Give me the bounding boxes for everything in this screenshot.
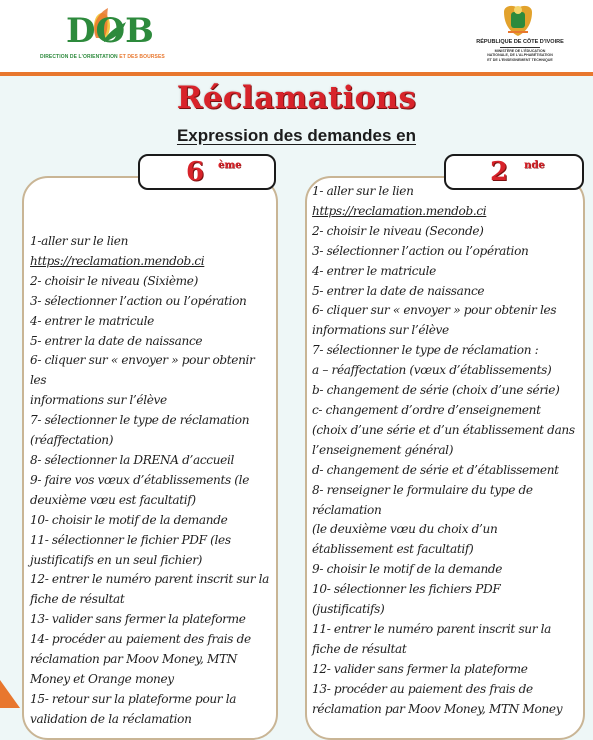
step-line: Money et Orange money — [30, 671, 174, 686]
sixieme-steps — [30, 232, 274, 730]
step-line: (justificatifs) — [312, 602, 385, 617]
seconde-steps — [312, 182, 586, 719]
sixieme-badge — [138, 154, 276, 190]
step-line: 3- sélectionner l’action ou l’opération — [30, 293, 247, 308]
step-line: 6- cliquer sur « envoyer » pour obtenir les — [30, 353, 255, 388]
step-line: 5- entrer la date de naissance — [312, 283, 485, 298]
step-line: 11- sélectionner le fichier PDF (les — [30, 532, 231, 547]
step-line: 4- entrer le matricule — [30, 313, 154, 328]
dob-logo — [40, 4, 180, 66]
step-line: l’enseignement général) — [312, 442, 454, 457]
step-line: 2- choisir le niveau (Sixième) — [30, 273, 198, 288]
step-line: 1- aller sur le lien — [312, 184, 414, 198]
step-line: 8- sélectionner la DRENA d’accueil — [30, 452, 234, 467]
reclamation-link[interactable]: https://reclamation.mendob.ci — [30, 253, 205, 268]
step-line: 12- entrer le numéro parent inscrit sur la — [30, 572, 270, 587]
logo-caption: DIRECTION DE L'ORIENTATION ET DES BOURSES — [40, 54, 165, 60]
step-line: (choix d’une série et d’un établissement dans — [312, 422, 575, 437]
step-line: (réaffectation) — [30, 433, 114, 448]
step-line: 8- renseigner le formulaire du type de — [312, 482, 533, 497]
step-line: 10- choisir le motif de la demande — [30, 512, 228, 527]
step-line: validation de la réclamation — [30, 711, 192, 726]
republic-logo — [470, 2, 570, 68]
step-line: 12- valider sans fermer la plateforme — [312, 661, 528, 676]
step-line: établissement est facultatif) — [312, 542, 474, 557]
step-line: 1-aller sur le lien — [30, 234, 129, 248]
step-line: 7- sélectionner le type de réclamation : — [312, 343, 539, 358]
step-line: 11- entrer le numéro parent inscrit sur la — [312, 621, 552, 636]
step-line: d- changement de série et d’établissement — [312, 462, 559, 477]
step-line: informations sur l’élève — [30, 393, 167, 408]
step-line: réclamation — [312, 502, 382, 517]
step-line: justificatifs en un seul fichier) — [30, 552, 203, 567]
step-line: a – réaffectation (vœux d’établissements) — [312, 363, 552, 378]
step-line: 14- procéder au paiement des frais de — [30, 632, 251, 647]
step-line: 10- sélectionner les fichiers PDF — [312, 582, 501, 597]
republic-divider — [500, 47, 540, 48]
step-line: 2- choisir le niveau (Seconde) — [312, 223, 484, 238]
coat-of-arms-icon — [500, 2, 536, 38]
logo-wordmark: DOB — [66, 11, 154, 50]
step-line: c- changement d’ordre d’enseignement — [312, 402, 541, 417]
step-line: (le deuxième vœu du choix d’un — [312, 522, 498, 537]
seconde-grade: 2 — [490, 157, 509, 187]
step-line: 6- cliquer sur « envoyer » pour obtenir les — [312, 303, 557, 318]
step-line: 7- sélectionner le type de réclamation — [30, 413, 250, 428]
step-line: réclamation par Moov Money, MTN Money — [312, 701, 563, 716]
sixieme-grade-sup: ème — [218, 160, 242, 171]
step-line: 3- sélectionner l’action ou l’opération — [312, 243, 529, 258]
step-line: 9- choisir le motif de la demande — [312, 562, 503, 577]
step-line: 13- procéder au paiement des frais de — [312, 681, 533, 696]
step-line: fiche de résultat — [312, 641, 407, 656]
header — [0, 0, 593, 72]
step-line: réclamation par Moov Money, MTN — [30, 652, 238, 667]
corner-accent — [0, 680, 20, 708]
seconde-grade-sup: nde — [524, 160, 545, 171]
header-accent-bar — [0, 72, 593, 76]
ministry-name: MINISTÈRE DE L'ÉDUCATION NATIONALE, DE L'ALPHABÉTISATION ET DE L'ENSEIGNEMENT TECHNIQUE — [487, 49, 553, 62]
step-line: 13- valider sans fermer la plateforme — [30, 612, 246, 627]
republic-name: RÉPUBLIQUE DE CÔTE D'IVOIRE — [476, 39, 564, 45]
reclamation-link[interactable]: https://reclamation.mendob.ci — [312, 203, 487, 218]
step-line: informations sur l’élève — [312, 323, 449, 338]
step-line: 5- entrer la date de naissance — [30, 333, 203, 348]
page-subtitle: Expression des demandes en — [176, 126, 417, 145]
step-line: 9- faire vos vœux d’établissements (le — [30, 472, 249, 487]
sixieme-grade: 6 — [186, 157, 205, 187]
step-line: 15- retour sur la plateforme pour la — [30, 691, 237, 706]
page-title: Réclamations — [176, 80, 417, 116]
dob-logo-icon — [60, 4, 170, 50]
step-line: deuxième vœu est facultatif) — [30, 492, 196, 507]
step-line: b- changement de série (choix d’une série) — [312, 383, 560, 398]
step-line: 4- entrer le matricule — [312, 263, 436, 278]
step-line: fiche de résultat — [30, 592, 125, 607]
